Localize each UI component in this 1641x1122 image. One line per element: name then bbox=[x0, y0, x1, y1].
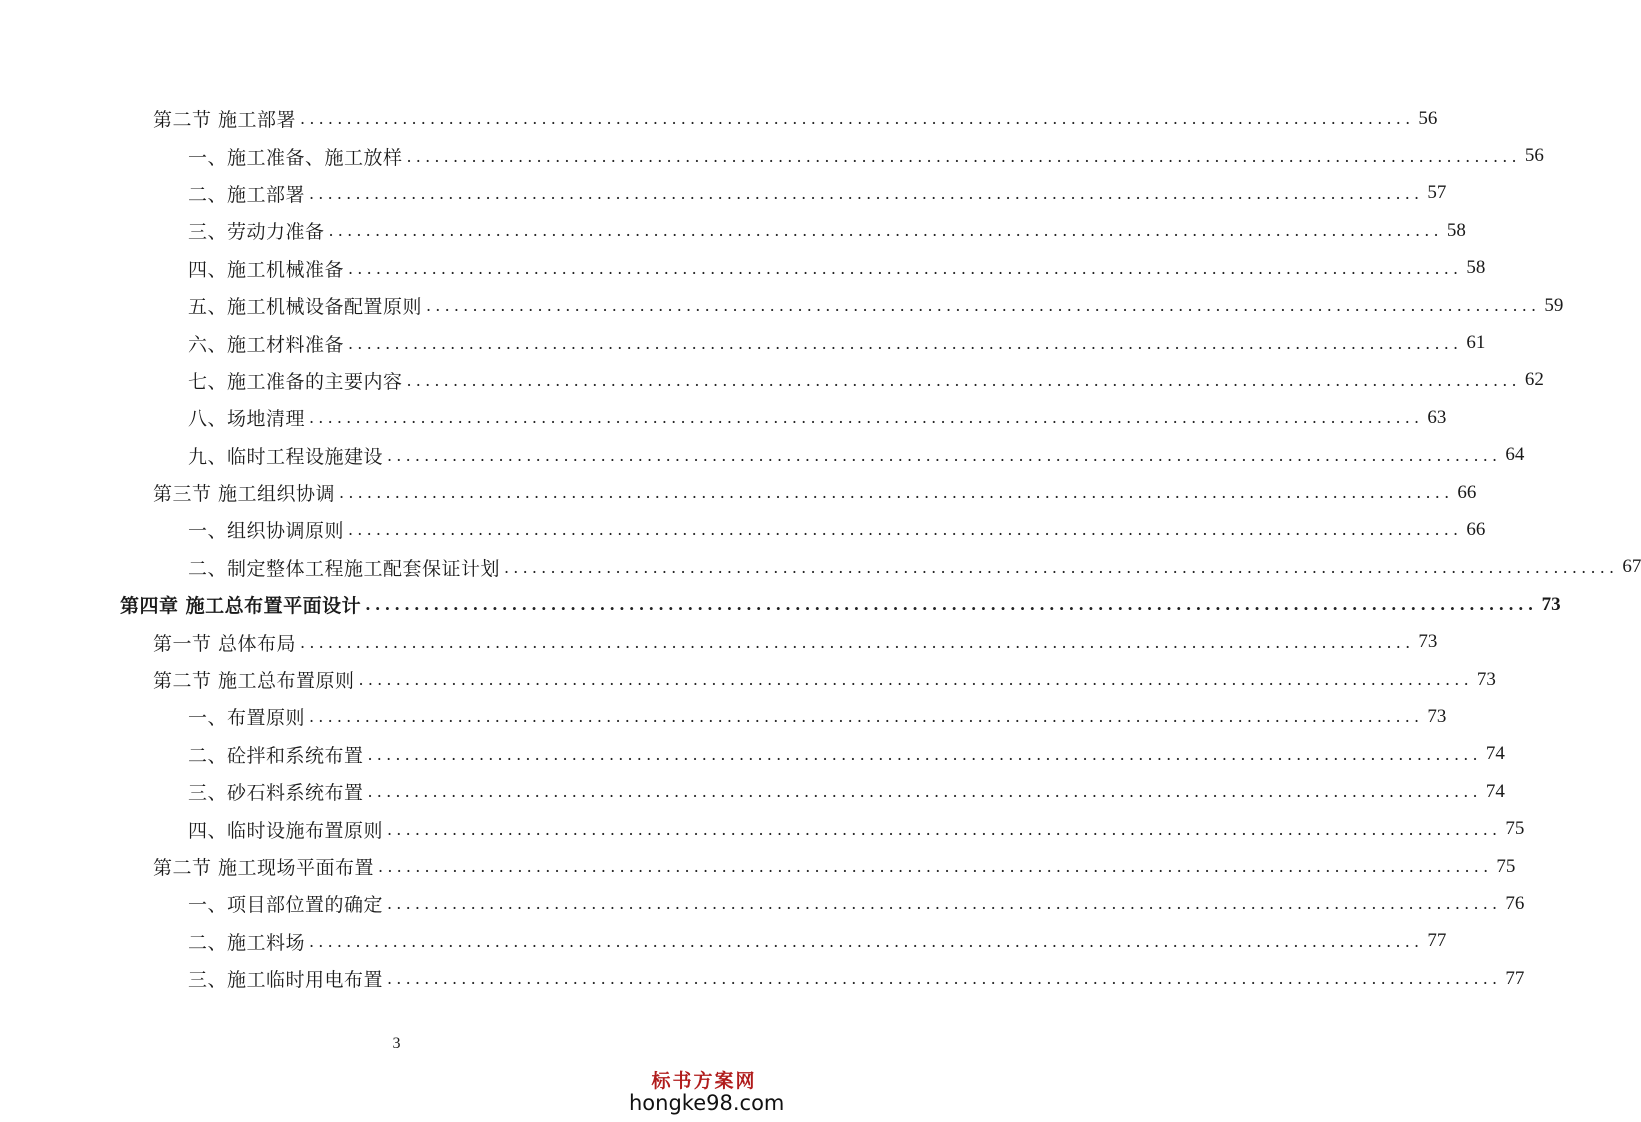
toc-entry-page: 75 bbox=[1496, 855, 1516, 877]
toc-entry-page: 56 bbox=[1524, 145, 1544, 167]
toc-entry-page: 76 bbox=[1505, 892, 1525, 914]
toc-entry[interactable] bbox=[0, 549, 1641, 586]
toc-leader-dots: ........................................................................................................................ bbox=[378, 857, 1493, 876]
toc-leader-dots: ........................................................................................................................ bbox=[387, 969, 1502, 989]
toc-entry-page: 66 bbox=[1466, 518, 1486, 540]
toc-entry-label: 第二节 施工总布置原则 bbox=[153, 670, 355, 693]
toc-entry-page: 56 bbox=[1418, 107, 1438, 129]
toc-leader-dots: ........................................................................................................................ bbox=[367, 744, 1482, 764]
toc-entry-label: 九、临时工程设施建设 bbox=[188, 445, 384, 468]
toc-entry-label: 一、组织协调原则 bbox=[188, 520, 345, 543]
toc-entry-label: 一、施工准备、施工放样 bbox=[188, 146, 403, 169]
toc-leader-dots: ........................................................................................................................ bbox=[426, 296, 1541, 316]
toc-entry[interactable] bbox=[0, 923, 1447, 960]
toc-leader-dots: ........................................................................................................................ bbox=[309, 931, 1424, 951]
toc-entry[interactable] bbox=[0, 885, 1525, 922]
toc-leader-dots: ........................................................................................................................ bbox=[406, 146, 1521, 166]
toc-entry-label: 五、施工机械设备配置原则 bbox=[188, 296, 423, 319]
table-of-contents bbox=[0, 100, 1641, 997]
toc-entry[interactable] bbox=[0, 661, 1496, 698]
site-watermark bbox=[629, 1066, 785, 1115]
toc-entry-label: 第一节 总体布局 bbox=[153, 632, 297, 655]
toc-entry-label: 八、场地清理 bbox=[188, 408, 306, 431]
toc-entry-page: 64 bbox=[1505, 444, 1525, 466]
toc-leader-dots: ........................................................................................................................ bbox=[309, 707, 1424, 727]
toc-entry-page: 66 bbox=[1457, 481, 1477, 503]
toc-entry-label: 第二节 施工部署 bbox=[153, 109, 297, 132]
toc-entry-label: 三、施工临时用电布置 bbox=[188, 969, 384, 992]
toc-entry-page: 77 bbox=[1427, 930, 1447, 952]
toc-entry[interactable] bbox=[0, 698, 1447, 735]
toc-entry-label: 二、砼拌和系统布置 bbox=[188, 744, 364, 767]
toc-entry-page: 58 bbox=[1446, 219, 1466, 241]
toc-leader-dots: ........................................................................................................................ bbox=[358, 670, 1473, 690]
toc-leader-dots: ........................................................................................................................ bbox=[309, 408, 1424, 428]
toc-leader-dots: ........................................................................................................................ bbox=[300, 632, 1415, 652]
toc-leader-dots: ........................................................................................................................ bbox=[387, 894, 1502, 914]
toc-entry-page: 58 bbox=[1466, 257, 1486, 279]
toc-entry[interactable] bbox=[0, 250, 1486, 287]
toc-entry[interactable] bbox=[0, 810, 1525, 847]
toc-entry-page: 74 bbox=[1485, 780, 1505, 802]
toc-entry[interactable] bbox=[0, 212, 1466, 249]
toc-entry[interactable] bbox=[0, 362, 1544, 399]
toc-entry[interactable] bbox=[0, 287, 1564, 324]
toc-entry-page: 67 bbox=[1622, 556, 1641, 578]
toc-entry[interactable] bbox=[0, 137, 1544, 174]
toc-leader-dots: ........................................................................................................................ bbox=[348, 520, 1463, 540]
toc-entry-page: 73 bbox=[1476, 668, 1496, 690]
watermark-url: hongke98.com bbox=[629, 1091, 785, 1115]
toc-entry-page: 73 bbox=[1541, 593, 1561, 615]
toc-leader-dots: ........................................................................................................................ bbox=[387, 819, 1502, 839]
toc-leader-dots: ........................................................................................................................ bbox=[365, 595, 1538, 615]
toc-entry-label: 七、施工准备的主要内容 bbox=[188, 370, 403, 393]
toc-leader-dots: ........................................................................................................................ bbox=[406, 370, 1521, 390]
toc-leader-dots: ........................................................................................................................ bbox=[309, 183, 1424, 203]
toc-entry[interactable] bbox=[0, 437, 1525, 474]
toc-leader-dots: ........................................................................................................................ bbox=[300, 109, 1415, 129]
toc-entry[interactable] bbox=[0, 848, 1516, 885]
toc-entry-page: 57 bbox=[1427, 182, 1447, 204]
toc-leader-dots: ........................................................................................................................ bbox=[387, 445, 1502, 465]
toc-entry-label: 二、制定整体工程施工配套保证计划 bbox=[188, 557, 501, 580]
toc-entry-label: 第三节 施工组织协调 bbox=[153, 483, 336, 506]
watermark-title: 标书方案网 bbox=[651, 1070, 757, 1092]
toc-chapter-entry[interactable] bbox=[0, 586, 1561, 623]
toc-entry[interactable] bbox=[0, 511, 1486, 548]
toc-leader-dots: ........................................................................................................................ bbox=[339, 483, 1454, 503]
toc-entry-label: 六、施工材料准备 bbox=[188, 333, 345, 356]
toc-entry[interactable] bbox=[0, 623, 1438, 660]
toc-entry-page: 59 bbox=[1544, 294, 1564, 316]
toc-entry-page: 73 bbox=[1418, 631, 1438, 653]
toc-entry[interactable] bbox=[0, 773, 1505, 810]
toc-leader-dots: ........................................................................................................................ bbox=[348, 258, 1463, 278]
toc-entry[interactable] bbox=[0, 736, 1505, 773]
toc-entry[interactable] bbox=[0, 100, 1438, 137]
toc-leader-dots: ........................................................................................................................ bbox=[504, 557, 1619, 577]
toc-entry-page: 74 bbox=[1485, 743, 1505, 765]
toc-leader-dots: ........................................................................................................................ bbox=[367, 782, 1482, 802]
toc-entry-label: 三、砂石料系统布置 bbox=[188, 782, 364, 805]
toc-entry-page: 77 bbox=[1505, 967, 1525, 989]
toc-entry[interactable] bbox=[0, 175, 1447, 212]
toc-leader-dots: ........................................................................................................................ bbox=[328, 221, 1443, 241]
toc-entry-label: 三、劳动力准备 bbox=[188, 221, 325, 244]
toc-entry[interactable] bbox=[0, 324, 1486, 361]
toc-leader-dots: ........................................................................................................................ bbox=[348, 333, 1463, 353]
toc-entry-label: 一、布置原则 bbox=[188, 707, 306, 730]
toc-entry-label: 二、施工部署 bbox=[188, 183, 306, 206]
toc-entry-page: 73 bbox=[1427, 705, 1447, 727]
toc-entry[interactable] bbox=[0, 960, 1525, 997]
toc-entry-page: 63 bbox=[1427, 406, 1447, 428]
toc-entry-page: 62 bbox=[1524, 369, 1544, 391]
toc-entry-label: 一、项目部位置的确定 bbox=[188, 894, 384, 917]
toc-entry-label: 四、施工机械准备 bbox=[188, 258, 345, 281]
toc-entry-page: 61 bbox=[1466, 332, 1486, 354]
toc-entry-label: 二、施工料场 bbox=[188, 931, 306, 954]
toc-entry-page: 75 bbox=[1505, 818, 1525, 840]
toc-entry[interactable] bbox=[0, 399, 1447, 436]
toc-entry-label: 第二节 施工现场平面布置 bbox=[153, 857, 375, 879]
toc-entry[interactable] bbox=[0, 474, 1477, 511]
page-number: 3 bbox=[392, 1035, 401, 1052]
toc-entry-label: 第四章 施工总布置平面设计 bbox=[120, 595, 362, 618]
toc-entry-label: 四、临时设施布置原则 bbox=[188, 819, 384, 842]
